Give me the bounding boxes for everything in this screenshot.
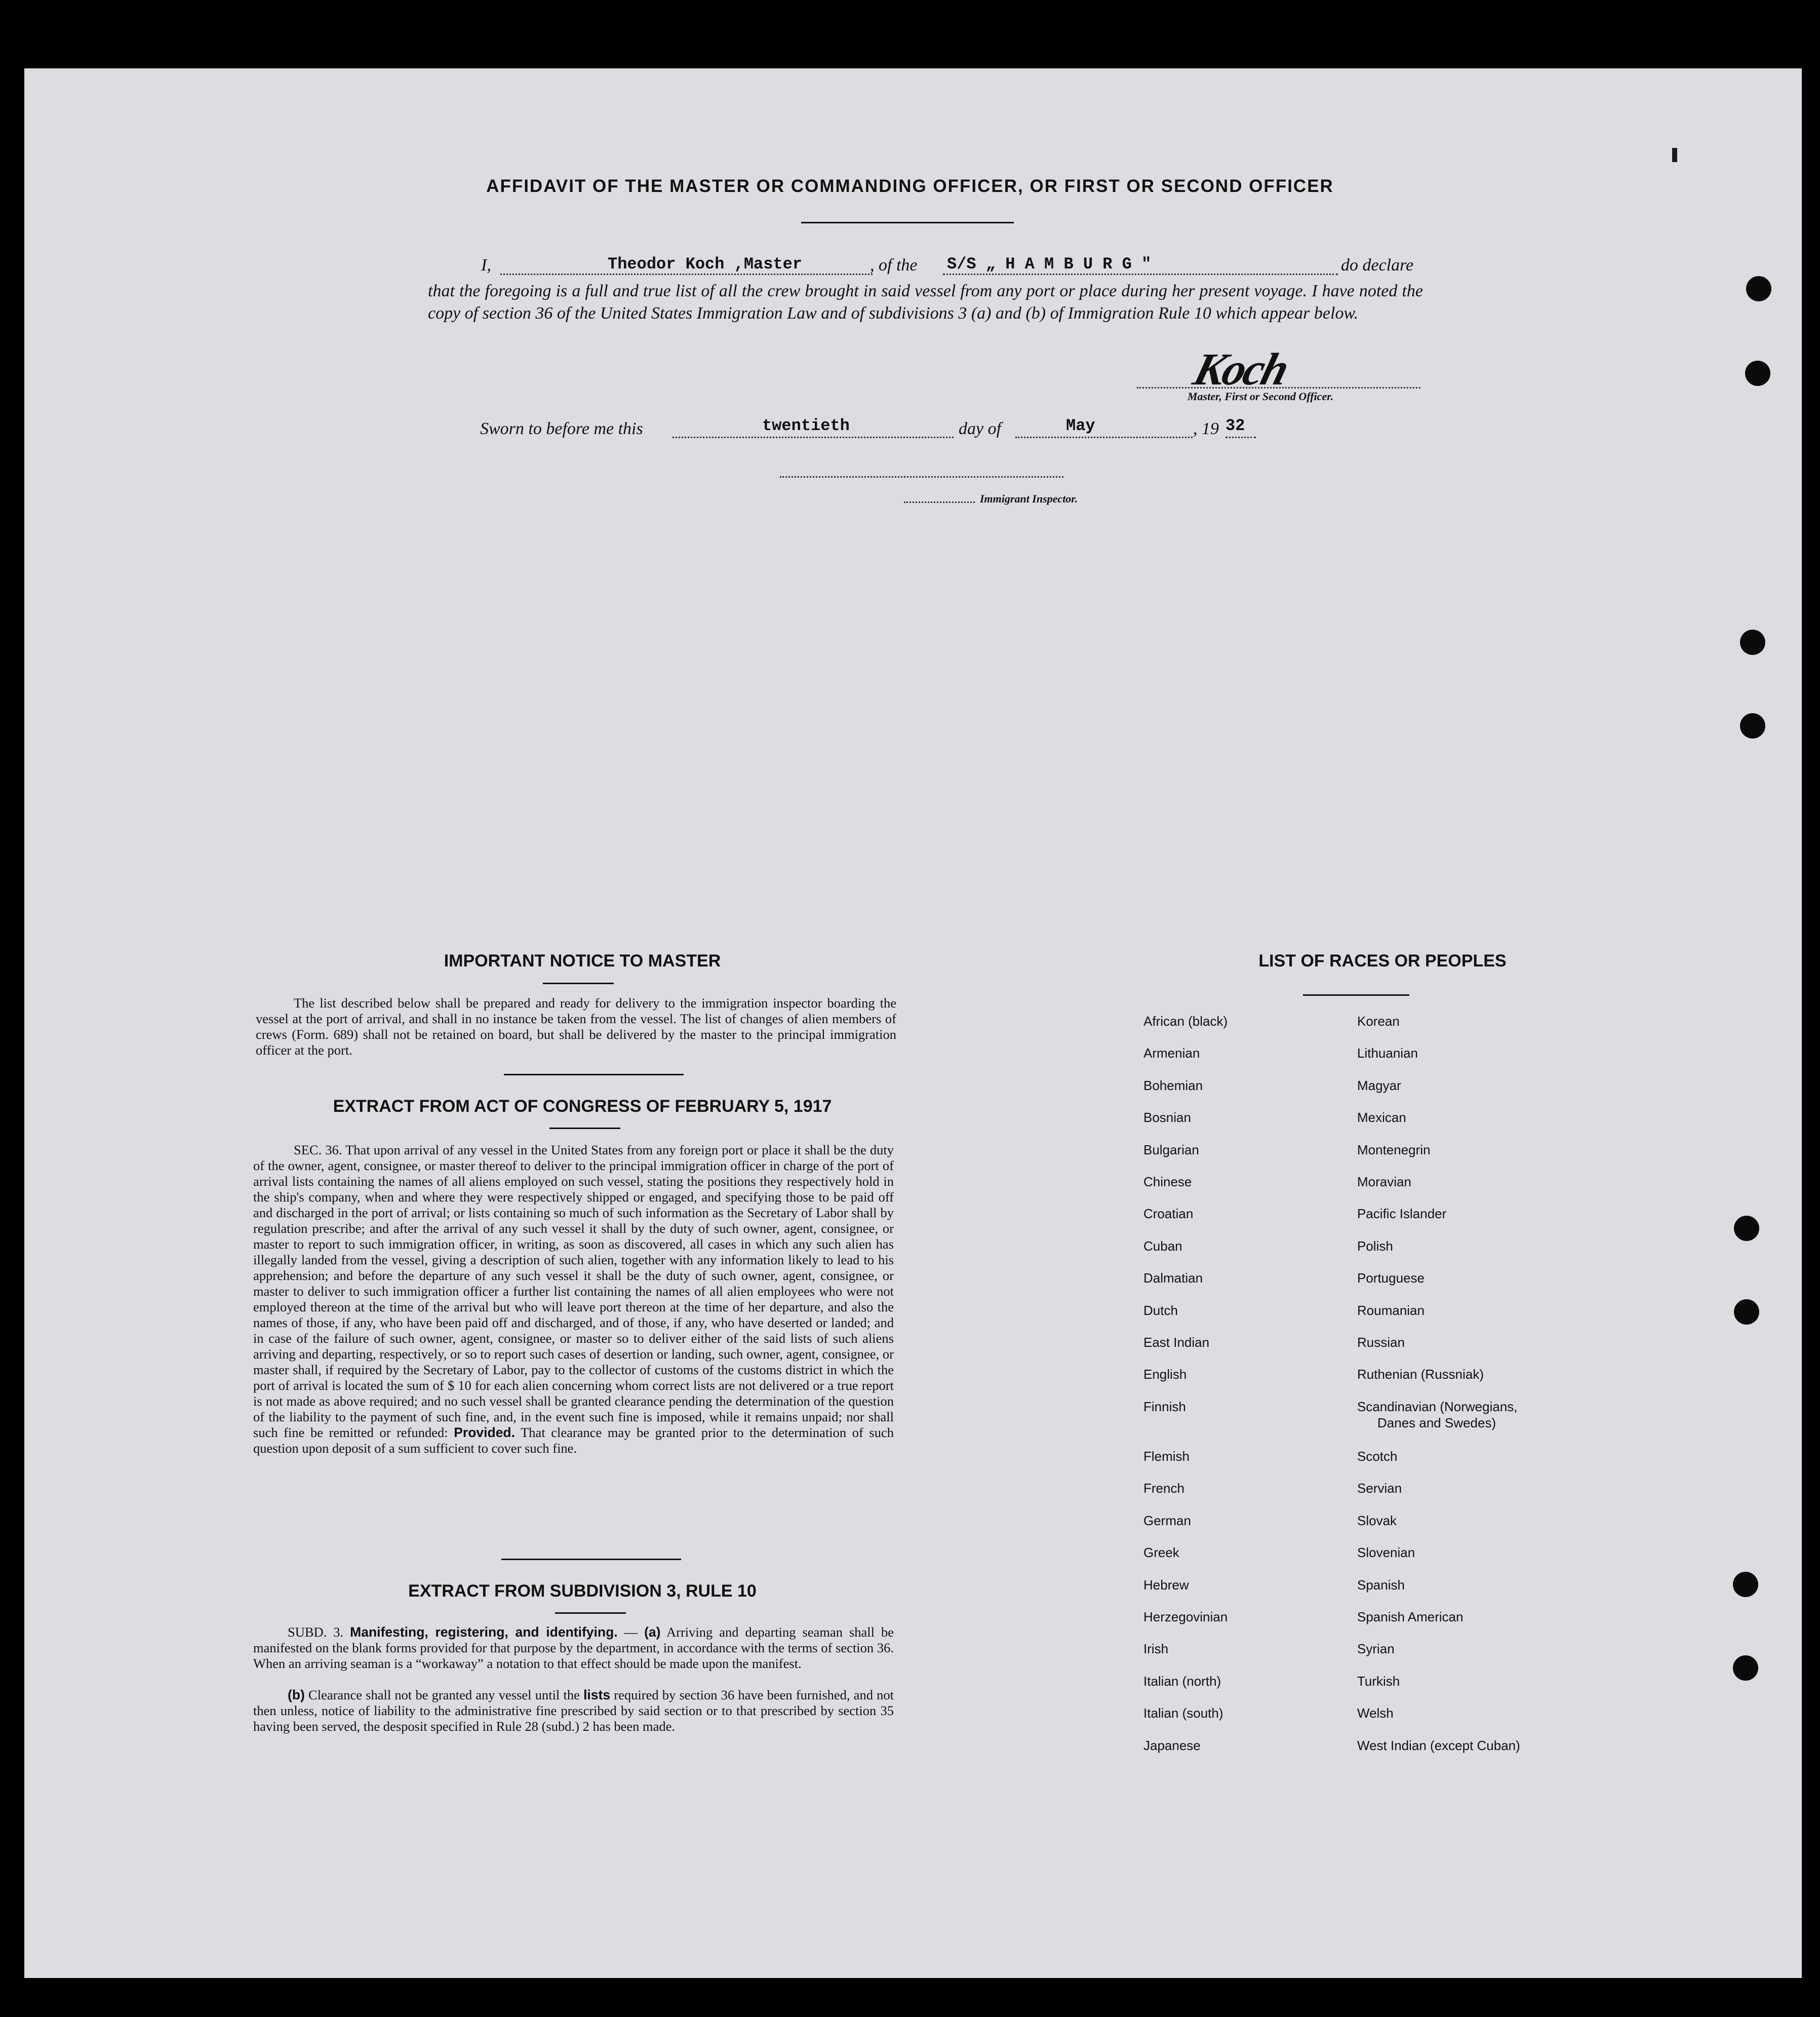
race-item: Spanish — [1357, 1577, 1405, 1593]
race-item: Armenian — [1143, 1045, 1200, 1061]
year-blank — [1225, 437, 1256, 438]
race-item: Dutch — [1143, 1302, 1178, 1318]
inspector-caption: Immigrant Inspector. — [980, 492, 1078, 505]
race-item: English — [1143, 1367, 1187, 1382]
race-item: Korean — [1357, 1014, 1400, 1029]
notice-underline — [543, 983, 614, 984]
race-item: French — [1143, 1481, 1184, 1496]
race-item: Chinese — [1143, 1174, 1192, 1189]
race-item: Portuguese — [1357, 1270, 1425, 1286]
rule-a-text: Arriving and departing seaman shall be manifested on the blank forms provided for that purpose by the department, in accordance with the terms of section 36. When an arriving seaman is a “workaway” a notation to that effect should be made upon the manifest. — [253, 1624, 894, 1671]
of-the-label: , of the — [870, 256, 918, 275]
race-item: Cuban — [1143, 1238, 1182, 1254]
master-name: Theodor Koch ,Master — [608, 255, 803, 274]
rule-subd-b — [253, 1687, 894, 1734]
month-blank — [1015, 437, 1193, 438]
declaration-line — [481, 256, 491, 275]
rule-b-text-1: Clearance shall not be granted any vessel until the — [308, 1687, 580, 1702]
master-signature: Koch — [1188, 344, 1293, 395]
year-value: 32 — [1225, 416, 1245, 435]
name-blank — [500, 274, 873, 275]
race-item: Italian (north) — [1143, 1673, 1221, 1689]
race-item: Japanese — [1143, 1737, 1201, 1753]
act-underline — [549, 1128, 620, 1129]
vessel-name: S/S „ H A M B U R G " — [947, 255, 1152, 274]
race-item: Moravian — [1357, 1174, 1411, 1189]
race-item: Magyar — [1357, 1077, 1401, 1093]
affidavit-title: AFFIDAVIT OF THE MASTER OR COMMANDING OFFICER, OR FIRST OR SECOND OFFICER — [486, 176, 1334, 196]
race-item: Flemish — [1143, 1449, 1190, 1464]
race-item: Danes and Swedes) — [1377, 1415, 1496, 1430]
race-item: Polish — [1357, 1238, 1393, 1254]
race-item: Slovak — [1357, 1512, 1397, 1528]
race-item: Ruthenian (Russniak) — [1357, 1367, 1484, 1382]
punch-hole — [1734, 1299, 1759, 1325]
sworn-line — [480, 419, 643, 439]
act-text-main: SEC. 36. That upon arrival of any vessel in the United States from any foreign port or place it shall be the duty of the owner, agent, consignee, or master thereof to deliver to the principal immigration officer in charge of the port of arrival lists containing the names of all aliens employed on such vessel, stating the positions they respectively hold in the ship's company, when and where they were respectively shipped or engaged, and specifying those to be paid off and discharged in the port of arrival; or lists containing so much of such information as the Secretary of Labor shall by regulation prescribe; and after the arrival of any such vessel it shall by the duty of such owner, agent, consignee, or master to report to such immigration officer, in writing, as soon as discovered, all cases in which any such alien has illegally landed from the vessel, giving a description of such alien, together with any information likely to lead to his apprehension; and before the departure of any such vessel it shall be the duty of such owner, agent, consignee, or master to deliver to such immigration officer a further list containing the names of all alien employees who were not employed thereon at the time of the arrival but who will leave port thereon at the time of her departure, and also the names of those, if any, who have been paid off and discharged, and of those, if any, who have deserted or landed; and in case of the failure of such owner, agent, consignee, or master so to deliver either of the said lists of such aliens arriving and departing, respectively, or so to report such cases of desertion or landing, such owner, agent, consignee, or master shall, if required by the Secretary of Labor, pay to the collector of customs of the customs district in which the port of arrival is located the sum of $ 10 for each alien concerning whom correct lists are not delivered or a true report is not made as above required; and no such vessel shall be granted clearance pending the determination of the question of the liability to the payment of such fine, and, in the event such fine is imposed, while it remains unpaid; nor shall such fine be remitted or refunded: — [253, 1142, 894, 1440]
signature-caption: Master, First or Second Officer. — [1188, 390, 1334, 403]
rule-subd-a: SUBD. 3. Manifesting, registering, and identifying. — (a) Arriving and departing seaman shall be manifested on the blank forms provided for that purpose by the department, in accordance with the terms of section 36. When an arriving seaman is a “workaway” a notation to that effect should be made upon the manifest. — [253, 1624, 894, 1671]
day-value: twentieth — [762, 416, 850, 435]
race-item: Slovenian — [1357, 1545, 1415, 1561]
races-title: LIST OF RACES OR PEOPLES — [1258, 951, 1507, 971]
notice-text: The list described below shall be prepared and ready for delivery to the immigration inspector boarding the vessel at the port of arrival, and shall in no instance be taken from the vessel. The list of changes of alien members of crews (Form. 689) shall not be retained on board, but shall be delivered by the master to the principal immigration officer at the port. — [256, 995, 896, 1058]
race-item: Russian — [1357, 1335, 1405, 1350]
declaration-body: that the foregoing is a full and true list of all the crew brought in said vessel from any port or place during her present voyage. I have noted the copy of section 36 of the United States Immigration Law and of subdivisions 3 (a) and (b) of Immigration Rule 10 which appear below. — [428, 282, 1423, 323]
act-text — [253, 1142, 894, 1456]
rule-b-mark: (b) — [288, 1687, 305, 1702]
race-item: Finnish — [1143, 1399, 1186, 1414]
race-item: Servian — [1357, 1481, 1402, 1496]
vessel-blank — [943, 274, 1338, 275]
punch-hole — [1745, 361, 1770, 386]
act-divider — [501, 1559, 681, 1560]
title-underline — [801, 222, 1014, 223]
punch-hole — [1733, 1655, 1758, 1681]
race-item: Spanish American — [1357, 1609, 1463, 1625]
race-item: Croatian — [1143, 1206, 1194, 1222]
month-value: May — [1066, 416, 1095, 435]
race-item: Pacific Islander — [1357, 1206, 1447, 1222]
notary-blank — [780, 476, 1063, 478]
race-item: Mexican — [1357, 1110, 1406, 1126]
race-item: Turkish — [1357, 1673, 1400, 1689]
punch-hole — [1734, 1216, 1759, 1241]
race-item: German — [1143, 1512, 1191, 1528]
day-blank — [672, 437, 954, 438]
race-item: Scandinavian (Norwegians, — [1357, 1399, 1518, 1414]
day-of-label: day of — [959, 419, 1002, 438]
notice-divider — [504, 1074, 684, 1075]
race-item: East Indian — [1143, 1335, 1210, 1350]
punch-hole — [1733, 1572, 1758, 1597]
edge-mark — [1672, 148, 1677, 162]
race-item: African (black) — [1143, 1014, 1228, 1029]
race-item: Irish — [1143, 1641, 1169, 1657]
rule-b-lists: lists — [583, 1687, 611, 1702]
race-item: Hebrew — [1143, 1577, 1189, 1593]
year-prefix: , 19 — [1193, 419, 1219, 438]
race-item: Montenegrin — [1357, 1142, 1431, 1157]
act-provided: Provided. — [454, 1425, 515, 1440]
act-text-end: That clearance may be granted prior to the determination of such question upon deposit of a sum sufficient to cover such fine. — [253, 1425, 894, 1456]
race-item: Lithuanian — [1357, 1045, 1418, 1061]
race-item: Dalmatian — [1143, 1270, 1203, 1286]
race-item: Bohemian — [1143, 1077, 1203, 1093]
races-underline — [1303, 994, 1409, 996]
race-item: Italian (south) — [1143, 1705, 1223, 1721]
notice-title: IMPORTANT NOTICE TO MASTER — [444, 951, 721, 971]
punch-hole — [1740, 630, 1765, 655]
punch-hole — [1740, 713, 1765, 739]
race-item: Greek — [1143, 1545, 1179, 1561]
race-item: Herzegovinian — [1143, 1609, 1228, 1625]
do-declare-label: do declare — [1341, 256, 1414, 275]
race-item: Scotch — [1357, 1449, 1398, 1464]
inspector-blank — [904, 501, 975, 503]
rule-b-text-2: required by section 36 have been furnished, and not then unless, notice of liability to the administrative fine prescribed by said section or to that prescribed by section 35 having been served, the desposit specified in Rule 28 (subd.) 2 has been made. — [253, 1687, 894, 1734]
race-item: Roumanian — [1357, 1302, 1425, 1318]
race-item: Bulgarian — [1143, 1142, 1199, 1157]
punch-hole — [1746, 276, 1771, 301]
act-title: EXTRACT FROM ACT OF CONGRESS OF FEBRUARY 5, 1917 — [333, 1097, 832, 1116]
race-item: West Indian (except Cuban) — [1357, 1737, 1520, 1753]
rule-title: EXTRACT FROM SUBDIVISION 3, RULE 10 — [408, 1581, 757, 1601]
i-label: I, — [481, 256, 491, 275]
sworn-label: Sworn to before me this — [480, 419, 643, 438]
rule-subd-label: SUBD. 3. — [288, 1624, 344, 1640]
rule-underline — [555, 1612, 626, 1614]
signature-blank — [1137, 387, 1420, 389]
rule-heading: Manifesting, registering, and identifying. — [350, 1624, 618, 1640]
rule-a-mark: (a) — [644, 1624, 661, 1640]
race-item: Bosnian — [1143, 1110, 1191, 1126]
race-item: Welsh — [1357, 1705, 1394, 1721]
race-item: Syrian — [1357, 1641, 1395, 1657]
